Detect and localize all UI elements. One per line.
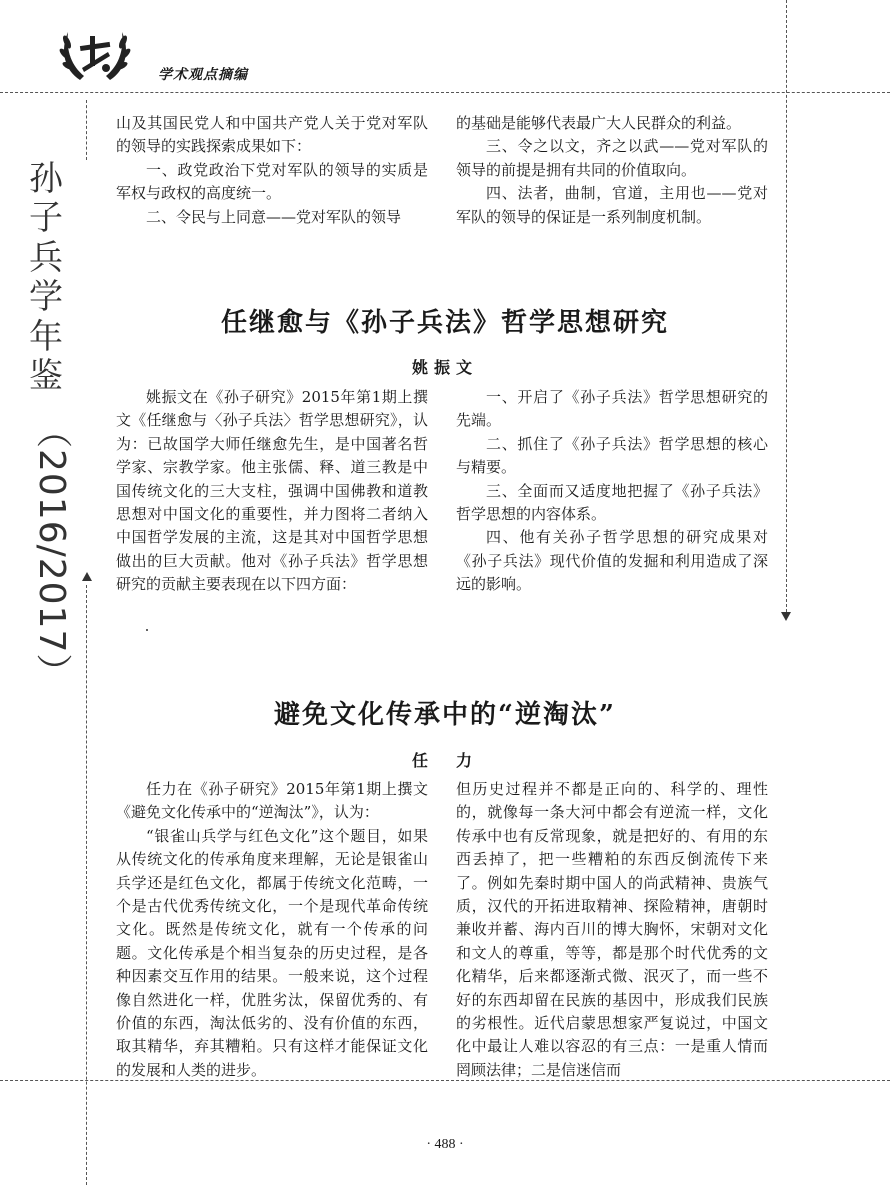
article1-left-column [116,386,428,597]
paragraph: 三、全面而又适度地把握了《孙子兵法》哲学思想的内容体系。 [456,481,768,524]
paragraph: 一、政党政治下党对军队的领导的实质是军权与政权的高度统一。 [116,160,428,203]
article-author: 任 力 [411,751,478,770]
top-left-column [116,112,428,229]
header-divider [0,92,890,93]
paragraph: 四、法者，曲制，官道，主用也——党对军队的领导的保证是一系列制度机制。 [456,184,768,226]
paragraph: 姚振文在《孙子研究》2015年第1期上撰文《任继愈与〈孙子兵法〉哲学思想研究》，认为：已故国学大师任继愈先生，是中国著名哲学家、宗教学家。他主张儒、释、道三教是中国传统文化的三大支柱，强调中国佛教和道教思想对中国文化的重要性，并力图将二者纳入中国哲学发展的主流，这是其对中国哲学思想做出的巨大贡献。他对《孙子兵法》哲学思想研究的贡献主要表现在以下四方面： [116,388,428,594]
paragraph: 二、抓住了《孙子兵法》哲学思想的核心与精要。 [456,434,768,477]
paragraph: 的基础是能够代表最广大人民群众的利益。 [456,114,742,132]
yearbook-title-char: 子 [29,198,63,239]
paragraph: 四、他有关孙子哲学思想的研究成果对《孙子兵法》现代价值的发掘和利用造成了深远的影响。 [456,528,768,594]
yearbook-year [26,412,72,691]
yearbook-year-text: （2016/2017） [31,412,72,691]
article-title: 任继愈与《孙子兵法》哲学思想研究 [220,308,669,338]
article2-right-column [456,778,768,1082]
arrow-down-icon [781,612,791,621]
paragraph: 一、开启了《孙子兵法》哲学思想研究的先端。 [456,388,768,430]
yearbook-title-char: 年 [29,316,63,357]
yearbook-title-char: 学 [29,277,63,318]
article-author: 姚振文 [411,358,478,377]
arrow-up-icon [82,572,92,581]
paragraph: 任力在《孙子研究》2015年第1期上撰文《避免文化传承中的“逆淘汰”》，认为： [116,780,428,822]
page-number: · 488 · [426,1137,464,1152]
article-title: 避免文化传承中的“逆淘汰” [274,700,616,730]
yearbook-title-char: 孙 [29,159,63,199]
left-margin-guide-top [86,100,87,160]
paragraph: 三、令之以文，齐之以武——党对军队的领导的前提是拥有共同的价值取向。 [456,137,768,179]
paragraph: 二、令民与上同意——党对军队的领导 [146,207,402,226]
top-right-column [456,112,768,229]
paragraph: 山及其国民党人和中国共产党人关于党对军队的领导的实践探索成果如下： [116,114,428,156]
yearbook-title-char: 兵 [29,237,63,278]
stray-dot [146,629,148,631]
article1-right-column [456,386,768,597]
paragraph: “银雀山兵学与红色文化”这个题目，如果从传统文化的传承角度来理解，无论是银雀山兵学还是红色文化，都属于传统文化范畴，一个是古代优秀传统文化，一个是现代革命传统文化。既然是传统文化，就有一个传承的问题。文化传承是个相当复杂的历史过程，是各种因素交互作用的结果。一般来说，这个过程像自然进化一样，优胜劣汰，保留优秀的、有价值的东西，淘汰低劣的、没有价值的东西，取其精华，弃其糟粕。只有这样才能保证文化的发展和人类的进步。 [116,826,428,1079]
wreath-emblem-icon [50,22,140,84]
paragraph: 但历史过程并不都是正向的、科学的、理性的，就像每一条大河中都会有逆流一样，文化传承中也有反常现象，就是把好的、有用的东西丢掉了，把一些糟粕的东西反倒流传下来了。例如先秦时期中国人的尚武精神、贵族气质，汉代的开拓进取精神、探险精神，唐朝时兼收并蓄、海内百川的博大胸怀，宋朝对文化和文人的尊重，等等，都是那个时代优秀的文化精华，后来都逐渐式微、泯灭了，而一些不好的东西却留在民族的基因中，形成我们民族的劣根性。近代启蒙思想家严复说过，中国文化中最让人难以容忍的有三点：一是重人情而罔顾法律；二是信迷信而 [456,780,768,1079]
left-margin-guide [86,585,87,1185]
article2-left-column [116,778,428,1082]
yearbook-title-char: 鉴 [29,356,63,397]
section-label: 学术观点摘编 [158,67,248,83]
